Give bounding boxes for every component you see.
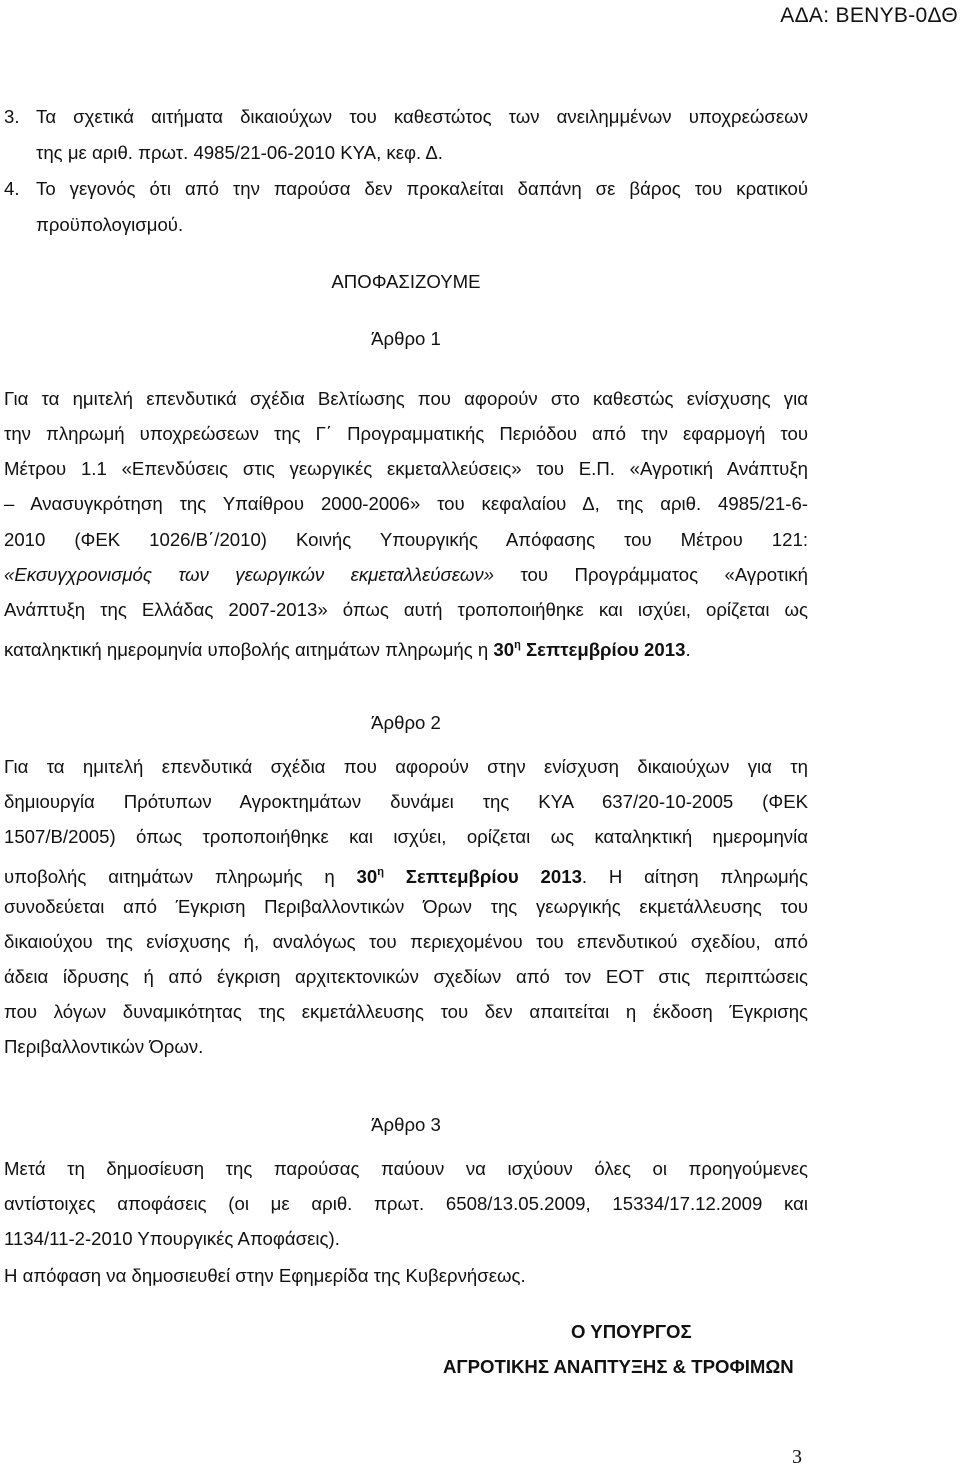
article-1-line: Μέτρου 1.1 «Επενδύσεις στις γεωργικές εκμεταλλεύσεις» του Ε.Π. «Αγροτική Ανάπτυξη — [4, 458, 808, 479]
article-1-line: Για τα ημιτελή επενδυτικά σχέδια Βελτίωσης που αφορούν στο καθεστώς ενίσχυσης για — [4, 388, 808, 409]
article-2-line: δημιουργία Πρότυπων Αγροκτημάτων δυνάμει της ΚΥΑ 637/20-10-2005 (ΦΕΚ — [4, 791, 808, 812]
article-2-line: συνοδεύεται από Έγκριση Περιβαλλοντικών Όρων της γεωργικής εκμετάλλευσης του — [4, 896, 808, 917]
article-1-line: – Ανασυγκρότηση της Υπαίθρου 2000-2006» του κεφαλαίου Δ, της αριθ. 4985/21-6- — [4, 493, 808, 514]
consideration-number: 4. — [4, 178, 20, 199]
article-1-title: Άρθρο 1 — [371, 328, 441, 349]
article-2-line: που λόγων δυναμικότητας της εκμετάλλευσης του δεν απαιτείται η έκδοση Έγκρισης — [4, 1001, 808, 1022]
article-1-line: καταληκτική ημερομηνία υποβολής αιτημάτων πληρωμής η $30^\eta$ Σεπτεμβρίου 2013. — [4, 639, 691, 660]
minister-title: Ο ΥΠΟΥΡΓΟΣ — [571, 1321, 692, 1342]
consideration-4-line-1: Το γεγονός ότι από την παρούσα δεν προκαλείται δαπάνη σε βάρος του κρατικού — [36, 178, 808, 199]
deadline-date: $30^\eta$ Σεπτεμβρίου 2013 — [493, 639, 686, 660]
consideration-3-line-2: της με αριθ. πρωτ. 4985/21-06-2010 ΚΥΑ, κεφ. Δ. — [36, 142, 443, 163]
consideration-4-line-2: προϋπολογισμού. — [36, 214, 184, 235]
article-1-text: του Προγράμματος «Αγροτική — [493, 564, 808, 585]
article-3-line: 1134/11-2-2010 Υπουργικές Αποφάσεις). — [4, 1228, 340, 1249]
article-2-text: υποβολής αιτημάτων πληρωμής η — [4, 866, 357, 887]
article-2-title: Άρθρο 2 — [371, 712, 441, 733]
consideration-number: 3. — [4, 106, 20, 127]
ministry-name: ΑΓΡΟΤΙΚΗΣ ΑΝΑΠΤΥΞΗΣ & ΤΡΟΦΙΜΩΝ — [443, 1356, 794, 1377]
article-2-line: δικαιούχου της ενίσχυσης ή, αναλόγως του περιεχομένου του επενδυτικού σχεδίου, από — [4, 931, 808, 952]
article-3-line: αντίστοιχες αποφάσεις (οι με αριθ. πρωτ. 6508/13.05.2009, 15334/17.12.2009 και — [4, 1193, 808, 1214]
article-1-line: 2010 (ΦΕΚ 1026/Β΄/2010) Κοινής Υπουργικής Απόφασης του Μέτρου 121: — [4, 529, 808, 550]
publication-order: Η απόφαση να δημοσιευθεί στην Εφημερίδα της Κυβερνήσεως. — [4, 1265, 526, 1286]
article-1-text: καταληκτική ημερομηνία υποβολής αιτημάτων πληρωμής η — [4, 639, 494, 660]
article-3-line: Μετά τη δημοσίευση της παρούσας παύουν να ισχύουν όλες οι προηγούμενες — [4, 1158, 808, 1179]
article-2-line: άδεια ίδρυσης ή από έγκριση αρχιτεκτονικών σχεδίων από τον ΕΟΤ στις περιπτώσεις — [4, 966, 808, 987]
article-2-line: Περιβαλλοντικών Όρων. — [4, 1036, 204, 1057]
deadline-date: $30^\eta$ Σεπτεμβρίου 2013 — [356, 866, 582, 887]
decision-heading: ΑΠΟΦΑΣΙΖΟΥΜΕ — [331, 271, 481, 292]
page-number: 3 — [792, 1446, 802, 1468]
article-3-title: Άρθρο 3 — [371, 1114, 441, 1135]
article-2-line: 1507/Β/2005) όπως τροποποιήθηκε και ισχύει, ορίζεται ως καταληκτική ημερομηνία — [4, 826, 808, 847]
article-1-line — [4, 564, 808, 586]
article-2-line: υποβολής αιτημάτων πληρωμής η $30^\eta$ Σεπτεμβρίου 2013. Η αίτηση πληρωμής — [4, 866, 808, 887]
article-1-line: την πληρωμή υποχρεώσεων της Γ΄ Προγραμματικής Περιόδου από την εφαρμογή του — [4, 423, 808, 444]
measure-title-italic: «Εκσυγχρονισμός των γεωργικών εκμεταλλεύσεων» — [4, 564, 494, 585]
consideration-3-line-1: Τα σχετικά αιτήματα δικαιούχων του καθεστώτος των ανειλημμένων υποχρεώσεων — [36, 106, 808, 127]
article-1-line: Ανάπτυξη της Ελλάδας 2007-2013» όπως αυτή τροποποιήθηκε και ισχύει, ορίζεται ως — [4, 599, 808, 620]
article-2-line: Για τα ημιτελή επενδυτικά σχέδια που αφορούν στην ενίσχυση δικαιούχων για τη — [4, 756, 808, 777]
ada-code: ΑΔΑ: ΒΕΝΥΒ-0ΔΘ — [780, 4, 958, 27]
